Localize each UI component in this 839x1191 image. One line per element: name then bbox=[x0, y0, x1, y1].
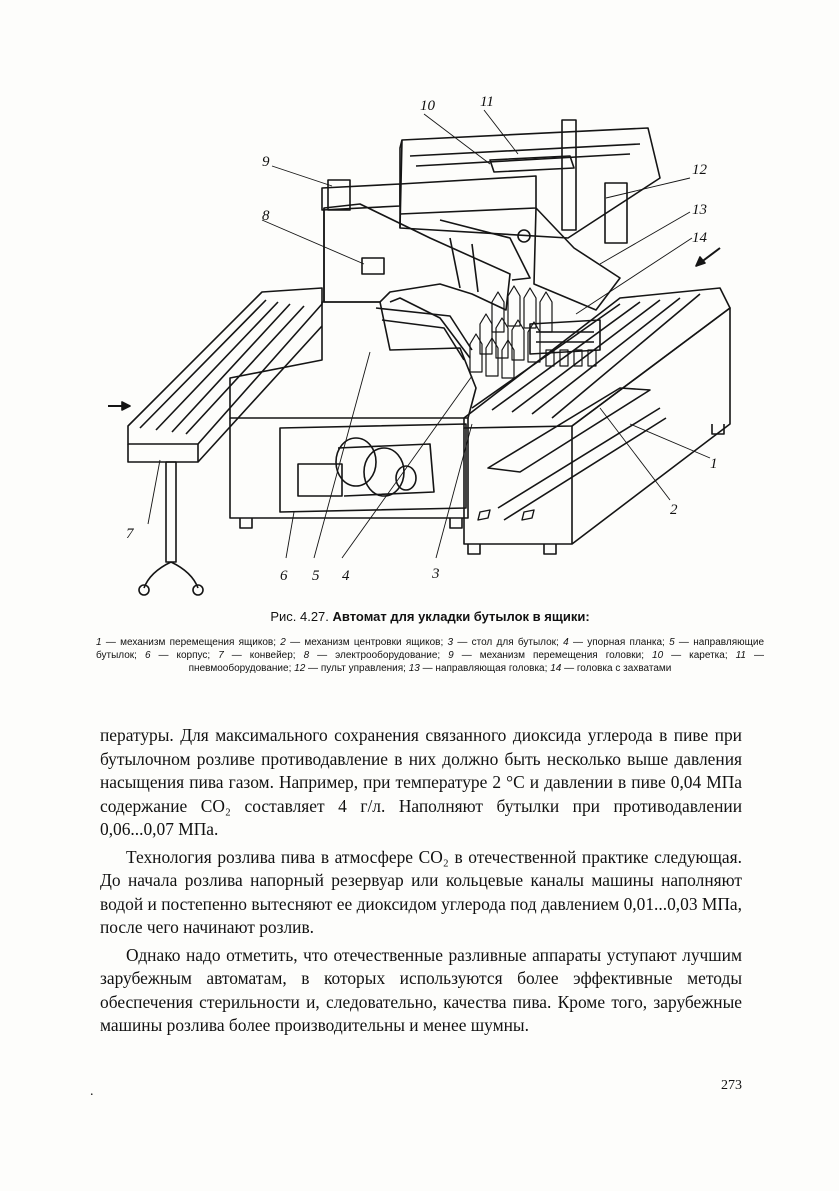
legend-text: — направляющие бутылок; bbox=[96, 637, 765, 661]
legend-num: 6 bbox=[144, 650, 151, 661]
callout-5: 5 bbox=[312, 568, 320, 584]
legend-num: 3 bbox=[447, 637, 454, 648]
paragraph: Однако надо отметить, что отечественные разливные аппараты уступают лучшим зарубежным автоматам, в которых используются более эффективные методы обеспечения стерильности и, следовательно, качества пива. Кроме того, зарубежные машины розлива более производительны и менее шумны. bbox=[100, 944, 742, 1035]
legend-text: — направляющая головка; bbox=[419, 663, 551, 674]
callout-7: 7 bbox=[126, 526, 134, 542]
legend-text: — электрооборудование; bbox=[309, 650, 449, 661]
machine-figure bbox=[100, 88, 760, 600]
legend-text: — упорная планка; bbox=[568, 637, 670, 648]
legend-num: 8 bbox=[303, 650, 310, 661]
legend-num: 9 bbox=[448, 650, 454, 661]
legend-num: 7 bbox=[218, 650, 224, 661]
figure-number: Рис. 4.27. bbox=[270, 609, 329, 624]
body-text bbox=[100, 724, 742, 1038]
callout-11: 11 bbox=[480, 94, 494, 110]
legend-text: — корпус; bbox=[150, 650, 219, 661]
legend-text: — механизм центровки ящиков; bbox=[285, 637, 448, 648]
legend-text: — каретка; bbox=[663, 650, 736, 661]
bottle-packer-drawing bbox=[100, 88, 760, 600]
callout-10: 10 bbox=[420, 98, 435, 114]
figure-title: Автомат для укладки бутылок в ящики: bbox=[332, 609, 590, 624]
legend-text: — механизм перемещения головки; bbox=[453, 650, 653, 661]
legend-text: — головка с захватами bbox=[561, 663, 672, 674]
callout-6: 6 bbox=[280, 568, 288, 584]
paragraph: Технология розлива пива в атмосфере СО₂ в отечественной практике следующая. До начала розлива напорный резервуар или кольцевые каналы машины наполняют водой и постепенно вытесняют ее диоксидом углерода под давлением 0,01...0,03 МПа, после чего начинают розлив. bbox=[100, 846, 742, 937]
callout-8: 8 bbox=[262, 208, 270, 224]
callout-14: 14 bbox=[692, 230, 707, 246]
legend-text: — пневмооборудование; bbox=[188, 650, 764, 674]
callout-4: 4 bbox=[342, 568, 350, 584]
legend-text: — конвейер; bbox=[223, 650, 304, 661]
margin-mark: . bbox=[90, 1084, 94, 1099]
callout-1: 1 bbox=[710, 456, 718, 472]
legend-num: 13 bbox=[408, 663, 420, 674]
paragraph-continuation: пературы. Для максимального сохранения связанного диоксида углерода в пиве при бутылочном розливе противодавление в них должно быть несколько выше давления насыщения пива газом. Например, при температуре 2 °С и давлении в пиве 0,04 МПа содержание СО₂ составляет 4 г/л. Наполняют бутылки при противодавлении 0,06...0,07 МПа. bbox=[100, 725, 742, 839]
legend-text: — пульт управления; bbox=[305, 663, 409, 674]
legend-text: — механизм перемещения ящиков; bbox=[101, 637, 281, 648]
page-number: 273 bbox=[721, 1078, 742, 1093]
legend-num: 2 bbox=[280, 637, 286, 648]
callout-2: 2 bbox=[670, 502, 678, 518]
callout-12: 12 bbox=[692, 162, 707, 178]
callout-13: 13 bbox=[692, 202, 707, 218]
legend-num: 11 bbox=[735, 650, 746, 661]
legend-text: — стол для бутылок; bbox=[453, 637, 564, 648]
callout-9: 9 bbox=[262, 154, 270, 170]
legend-num: 10 bbox=[652, 650, 664, 661]
figure-legend bbox=[96, 636, 764, 675]
figure-caption bbox=[100, 609, 760, 624]
legend-num: 14 bbox=[550, 663, 562, 674]
legend-num: 12 bbox=[294, 663, 306, 674]
callout-3: 3 bbox=[432, 566, 440, 582]
legend-num: 5 bbox=[669, 637, 675, 648]
legend-num: 4 bbox=[563, 637, 569, 648]
legend-num: 1 bbox=[96, 637, 102, 648]
